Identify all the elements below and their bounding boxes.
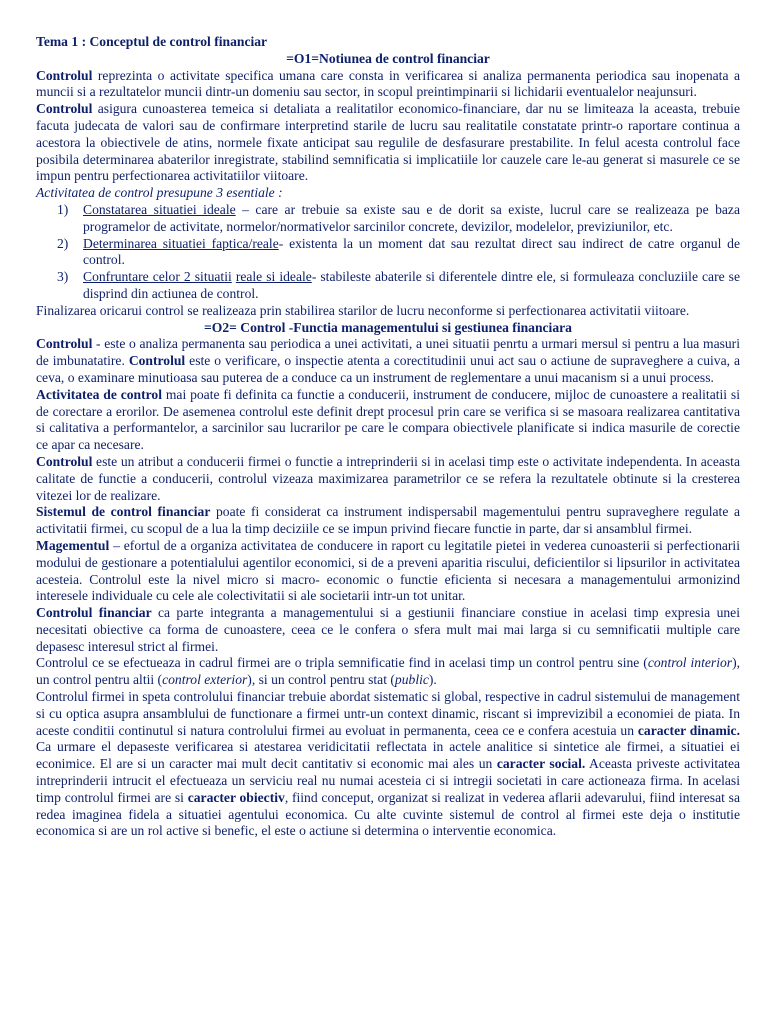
- paragraph-text: , fiind conceput, organizat si realizat in vederea aflarii adevarului, fiind interesat sa redea imaginea fidela a situatiei agentului economica. Cu alte cuvinte sistemul de control al firmei este deja o institutie economica si are un rol active si benefic, el este o actiune si determina o interventie economica.: [36, 789, 740, 839]
- underlined-term: Confruntare celor 2 situatii: [83, 269, 232, 285]
- paragraph-text: ca parte integranta a managementului si a gestiunii financiare constiue in acelasi timp expresia unei necesitati obiective ca forma de cunoastere, ceea ce le confera o sfera mult mai mai larga si cu semnificatii multiple care depasesc interesul strict al firmei.: [36, 605, 740, 654]
- paragraph-text: Controlul ce se efectueaza in cadrul firmei are o tripla semnificatie find in acelasi timp un control pentru sine (: [36, 655, 648, 671]
- paragraph-text: – efortul de a organiza activitatea de conducere in raport cu legitatile pietei in vederea cunoasterii si perfectionarii modului de gestionare a potentialului agentilor economici, si de a preveni aparitia riscului, deficientilor si lipsurilor in activitatea acesteia. Controlul este la nivel micro si macro- economic o functie eficienta si necesara a managementului armonizind interesele individuale cu cele ale colectivitatii si ale societarii intr-un tot unitar.: [36, 537, 740, 604]
- essentials-list: [36, 202, 740, 303]
- paragraph: [36, 655, 740, 689]
- list-item-text: – care ar trebuie sa existe sau e de dorit sa existe, lucrul care se realizeaza pe baza programelor de activitate, normelor/normativelor sarcinilor concrete, devizilor, modelelor, previziunilor, etc.: [83, 201, 740, 234]
- paragraph-text: ), si un control pentru stat (: [247, 672, 395, 688]
- paragraph-text: ).: [428, 672, 437, 688]
- paragraph-text: Ca urmare el depaseste verificarea si atestarea veridicitatii reflectata in actele analitice si sintetice ale firmei, a situatiei ei econimice. El are si un caracter mai mult decit cantitativ si economic mai ales un: [36, 739, 740, 772]
- italic-term: control exterior: [162, 672, 248, 688]
- paragraph: [36, 504, 740, 538]
- bold-term: Sistemul de control financiar: [36, 504, 211, 520]
- bold-term: Controlul: [36, 67, 93, 83]
- bold-term: Controlul financiar: [36, 605, 152, 621]
- bold-term: Controlul: [128, 353, 186, 369]
- list-item-text: - existenta la un moment dat sau rezultat direct sau indirect de catre organul de control.: [83, 235, 740, 268]
- paragraph-text: este o verificare, o inspectie atenta a corectitudinii unui act sau o actiune de supraveghere a cuiva, a ceva, o examinare minutioasa sau puterea de a conduce ca un instrument de reglementare a unui macanism si a unui process.: [36, 353, 740, 385]
- list-number: 2): [57, 235, 69, 251]
- paragraph-text: poate fi considerat ca instrument indispersabil magementului pentru supraveghere regulate a activitatii firmei, cu scopul de a lua la timp deciziile ce se impun privind fiecare functie in parte, dar si ansamblul firmei.: [36, 504, 740, 537]
- list-intro: Activitatea de control presupune 3 esentiale :: [36, 185, 283, 201]
- section-heading-o2: =O2= Control -Functia managementului si gestiunea financiara: [204, 319, 572, 335]
- bold-term: Controlul: [36, 453, 93, 469]
- bold-term: caracter obiectiv: [187, 789, 285, 805]
- paragraph-text: Controlul firmei in speta controlului financiar trebuie abordat sistematic si global, respective in cadrul sistemului de management si cu optica asupra ansamblului de functionare a firmei untr-un context dinamic, riscant si imprevizibil a economiei de piata. In aceste conditii continutul si natura controlului firmei au evoluat in permanenta, ceea ce e confera acestuia un: [36, 689, 740, 738]
- list-item: [36, 202, 740, 236]
- underlined-term: Determinarea situatiei faptica/reale: [83, 235, 279, 251]
- paragraph: [36, 101, 740, 185]
- paragraph: [36, 336, 740, 386]
- document-title: Tema 1 : Conceptul de control financiar: [36, 34, 268, 49]
- paragraph-text: - este o analiza permanenta sau periodica a unei activitati, a unei situatii penrtu a urmari mersul si pentru a lua masuri de imbunatatire.: [36, 336, 740, 369]
- paragraph-text: mai poate fi definita ca functie a conducerii, instrument de conducere, mijloc de cunoastere a realitatii si de corectare a erorilor. De asemenea controlul este definit drept procesul prin care se verifica si se masoara realizarea cantitativa si calitativa a performantelor, a sarcinilor sau lucrarilor pe care le compara obiectivele planificate si indica masurile de corectie ce apar ca necesare.: [36, 386, 740, 453]
- paragraph: [36, 387, 740, 454]
- list-item: [36, 269, 740, 303]
- underlined-term: Constatarea situatiei ideale: [83, 201, 236, 217]
- paragraph: [36, 68, 740, 102]
- list-item-text: - stabileste abaterile si diferentele dintre ele, si formuleaza concluziile care se disprind din actiunea de control.: [83, 269, 741, 301]
- paragraph-text: Aceasta priveste activitatea intreprinderii intrucit el efectueaza un serviciu real nu numai acesteia ci si intregii societati in care actioneaza firma. In acelasi timp controlul firmei are si: [36, 756, 741, 805]
- list-item: [36, 236, 740, 270]
- paragraph: Finalizarea oricarui control se realizeaza prin stabilirea starilor de lucru neconforme si perfectionarea activitatii viitoare.: [36, 302, 690, 318]
- paragraph-text: este un atribut a conducerii firmei o functie a intreprinderii si in acelasi timp este o activitate independenta. In aceasta calitate de functie a conducerii, controlul vizeaza maximizarea parametrilor ce se refera la rezultatele obtinute si la cresterea vitezei lor de realizare.: [36, 453, 740, 503]
- italic-term: public: [394, 672, 429, 688]
- list-number: 1): [57, 201, 69, 217]
- paragraph-text: ), un control pentru altii (: [36, 655, 741, 688]
- bold-term: Controlul: [36, 101, 93, 117]
- paragraph: [36, 605, 740, 655]
- paragraph: [36, 689, 740, 840]
- paragraph-text: reprezinta o activitate specifica umana care consta in verificarea si analiza permanenta periodica sau inopenata a muncii si a rezultatelor muncii dintr-un domeniu sau sector, in scopul preintimpinarii si lichidarii eventualelor neajunsuri.: [36, 67, 740, 100]
- list-number: 3): [57, 269, 69, 285]
- paragraph: [36, 454, 740, 504]
- bold-term: caracter dinamic.: [637, 722, 740, 738]
- italic-term: control interior: [647, 655, 733, 671]
- bold-term: Activitatea de control: [36, 386, 162, 402]
- bold-term: Magementul: [36, 537, 110, 553]
- paragraph: [36, 538, 740, 605]
- paragraph-text: asigura cunoasterea temeica si detaliata a realitatilor economico-financiare, dar nu se limiteaza la aceasta, trebuie facuta judecata de valori sau de confirmare interpretind starile de lucru sau realitatile constatate printr-o raportare continua a acestora la obiectivele de atins, normele fixate anticipat sau regulile de desfasurare prestabilite. In felul acesta controlul face posibila determinarea abaterilor inregistrate, stabilind semnificatia si implicatiile lor cauzele care le-au generat si masurele ce se impun pentru perfectionarea activitatiilor viitoare.: [36, 101, 740, 184]
- underlined-term: reale si ideale: [235, 269, 312, 285]
- bold-term: caracter social.: [496, 756, 586, 772]
- bold-term: Controlul: [36, 336, 93, 352]
- section-heading-o1: =O1=Notiunea de control financiar: [286, 50, 490, 66]
